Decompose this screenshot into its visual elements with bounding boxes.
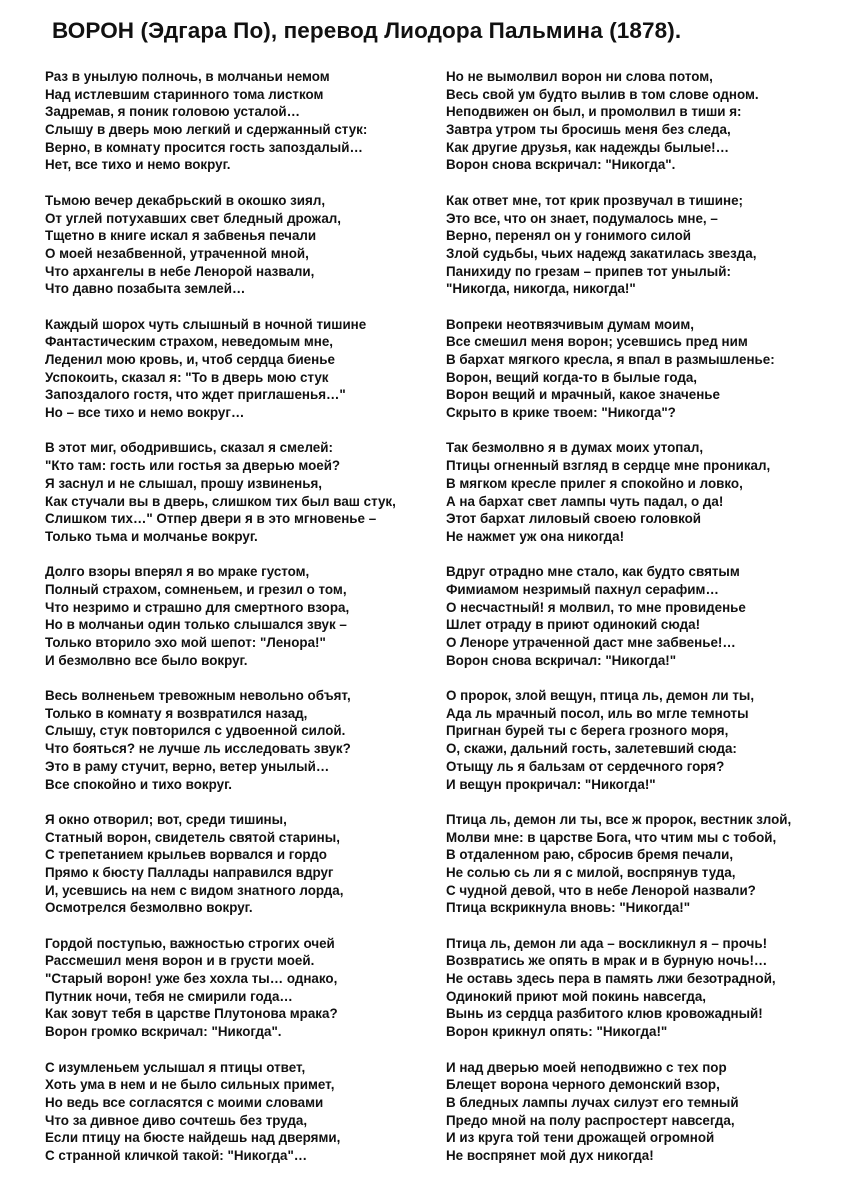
poem-line: О, скажи, дальний гость, залетевший сюда:: [446, 741, 737, 757]
stanza: [446, 1059, 841, 1165]
poem-line: Как стучали вы в дверь, слишком тих был ваш стук,: [45, 493, 396, 509]
poem-column-right: [446, 68, 841, 1182]
poem-line: Птицы огненный взгляд в сердце мне проникал,: [446, 458, 771, 474]
poem-line: Что бояться? не лучше ль исследовать звук?: [45, 741, 351, 757]
poem-line: Что незримо и страшно для смертного взора,: [45, 599, 350, 615]
poem-line: Рассмешил меня ворон и в грусти моей.: [45, 953, 315, 969]
poem-line: Фимиамом незримый пахнул серафим…: [446, 581, 719, 597]
poem-line: Долго взоры вперял я во мраке густом,: [45, 564, 310, 580]
poem-line: Вынь из сердца разбитого клюв кровожадный!: [446, 1006, 763, 1022]
poem-line: Этот бархат лиловый своею головкой: [446, 511, 702, 527]
poem-line: Только в комнату я возвратился назад,: [45, 705, 308, 721]
page-title: ВОРОН (Эдгара По), перевод Лиодора Пальмина (1878).: [52, 18, 682, 43]
poem-line: Птица ль, демон ли ты, все ж пророк, вестник злой,: [446, 811, 792, 827]
poem-line: Как ответ мне, тот крик прозвучал в тишине;: [446, 192, 743, 208]
poem-line: Каждый шорох чуть слышный в ночной тишине: [45, 316, 367, 332]
poem-line: Ворон крикнул опять: "Никогда!": [446, 1024, 668, 1040]
poem-line: Как другие друзья, как надежды былые!…: [446, 139, 730, 155]
poem-line: Но в молчаньи один только слышался звук –: [45, 617, 347, 633]
poem-line: Так безмолвно я в думах моих утопал,: [446, 440, 704, 456]
stanza: [45, 935, 440, 1041]
poem-line: Успокоить, сказал я: "То в дверь мою стук: [45, 369, 329, 385]
poem-line: Тьмою вечер декабрьский в окошко зиял,: [45, 192, 326, 208]
poem-line: В отдаленном раю, сбросив бремя печали,: [446, 847, 734, 863]
poem-line: Только вторило эхо мой шепот: "Ленора!": [45, 635, 326, 650]
poem-line: С трепетанием крыльев ворвался и гордо: [45, 847, 327, 863]
poem-line: "Старый ворон! уже без хохла ты… однако,: [45, 971, 338, 987]
poem-line: Полный страхом, сомненьем, и грезил о том,: [45, 581, 347, 597]
poem-line: Неподвижен он был, и промолвил в тиши я:: [446, 104, 742, 120]
stanza: [45, 687, 440, 793]
poem-line: Хоть ума в нем и не было сильных примет,: [45, 1077, 335, 1093]
poem-line: Но не вымолвил ворон ни слова потом,: [446, 69, 713, 84]
poem-line: Статный ворон, свидетель святой старины,: [45, 829, 340, 845]
poem-line: Тщетно в книге искал я забвенья печали: [45, 228, 317, 244]
poem-line: Что за дивное диво сочтешь без труда,: [45, 1112, 308, 1128]
poem-line: С странной кличкой такой: "Никогда"…: [45, 1147, 308, 1163]
poem-line: Это все, что он знает, подумалось мне, –: [446, 210, 718, 226]
poem-line: Что архангелы в небе Ленорой назвали,: [45, 263, 315, 279]
stanza: [45, 811, 440, 917]
poem-line: И безмолвно все было вокруг.: [45, 652, 248, 668]
poem-line: Верно, перенял он у гонимого силой: [446, 228, 691, 244]
poem-line: С чудной девой, что в небе Ленорой назвали?: [446, 882, 756, 898]
stanza: [45, 1059, 440, 1165]
poem-line: Завтра утром ты бросишь меня без следа,: [446, 122, 731, 138]
poem-line: И, усевшись на нем с видом знатного лорда,: [45, 882, 344, 898]
poem-line: Вдруг отрадно мне стало, как будто святым: [446, 564, 740, 580]
poem-line: Если птицу на бюсте найдешь над дверями,: [45, 1130, 341, 1146]
stanza: [446, 439, 841, 545]
poem-line: Ада ль мрачный посол, иль во мгле темноты: [446, 705, 749, 721]
stanza: [446, 811, 841, 917]
poem-line: Панихиду по грезам – припев тот унылый:: [446, 263, 731, 279]
poem-line: Ворон вещий и мрачный, какое значенье: [446, 387, 720, 403]
poem-line: Блещет ворона черного демонский взор,: [446, 1077, 720, 1093]
poem-line: Как зовут тебя в царстве Плутонова мрака?: [45, 1006, 338, 1022]
poem-line: Молви мне: в царстве Бога, что чтим мы с тобой,: [446, 829, 777, 845]
poem-line: О пророк, злой вещун, птица ль, демон ли ты,: [446, 688, 755, 704]
poem-line: Верно, в комнату просится гость запоздалый…: [45, 139, 363, 155]
poem-line: Весь свой ум будто вылив в том слове одном.: [446, 86, 759, 102]
poem-line: Гордой поступью, важностью строгих очей: [45, 935, 335, 951]
poem-line: Раз в унылую полночь, в молчаньи немом: [45, 69, 330, 84]
poem-line: О моей незабвенной, утраченной мной,: [45, 245, 309, 261]
poem-line: Слишком тих…" Отпер двери я в это мгновенье –: [45, 511, 377, 527]
poem-line: И из круга той тени дрожащей огромной: [446, 1130, 715, 1146]
poem-line: Запоздалого гостя, что ждет приглашенья…": [45, 387, 346, 403]
stanza: [45, 192, 440, 298]
stanza: [446, 192, 841, 298]
stanza: [446, 563, 841, 669]
stanza: [45, 68, 440, 174]
poem-line: Птица ль, демон ли ада – воскликнул я – прочь!: [446, 935, 768, 951]
poem-line: И вещун прокричал: "Никогда!": [446, 776, 656, 792]
poem-line: В этот миг, ободрившись, сказал я смелей:: [45, 440, 333, 456]
stanza: [45, 439, 440, 545]
poem-line: Шлет отраду в приют одинокий сюда!: [446, 617, 701, 633]
poem-line: Предо мной на полу распростерт навсегда,: [446, 1112, 735, 1128]
poem-line: Не оставь здесь пера в память лжи безотрадной,: [446, 971, 776, 987]
poem-column-left: [45, 68, 440, 1182]
poem-line: Все смешил меня ворон; усевшись пред ним: [446, 334, 748, 350]
poem-line: Леденил мою кровь, и, чтоб сердца биенье: [45, 352, 335, 367]
poem-line: О несчастный! я молвил, то мне провиденье: [446, 599, 746, 615]
poem-line: Отыщу ль я бальзам от сердечного горя?: [446, 758, 725, 774]
poem-line: Но – все тихо и немо вокруг…: [45, 405, 245, 421]
poem-line: Злой судьбы, чьих надежд закатилась звезда,: [446, 245, 757, 261]
poem-line: От углей потухавших свет бледный дрожал,: [45, 210, 341, 226]
poem-line: В бледных лампы лучах силуэт его темный: [446, 1094, 739, 1110]
poem-line: Только тьма и молчанье вокруг.: [45, 528, 258, 544]
poem-line: Это в раму стучит, верно, ветер унылый…: [45, 758, 330, 774]
poem-line: Что давно позабыта землей…: [45, 281, 246, 297]
poem-line: Не воспрянет мой дух никогда!: [446, 1147, 654, 1163]
poem-line: Скрыто в крике твоем: "Никогда"?: [446, 405, 676, 421]
poem-line: Все спокойно и тихо вокруг.: [45, 776, 233, 792]
poem-line: Слышу в дверь мою легкий и сдержанный стук:: [45, 122, 368, 138]
stanza: [45, 316, 440, 422]
poem-line: Не нажмет уж она никогда!: [446, 528, 625, 544]
poem-line: Весь волненьем тревожным невольно объят,: [45, 688, 351, 704]
poem-line: И над дверью моей неподвижно с тех пор: [446, 1059, 727, 1075]
poem-line: Птица вскрикнула вновь: "Никогда!": [446, 900, 691, 916]
poem-line: Не солью сь ли я с милой, воспрянув туда,: [446, 864, 736, 880]
poem-line: Возвратись же опять в мрак и в бурную ночь!…: [446, 953, 768, 969]
poem-line: А на бархат свет лампы чуть падал, о да!: [446, 493, 724, 509]
poem-line: Путник ночи, тебя не смирили года…: [45, 988, 293, 1004]
poem-line: Но ведь все согласятся с моими словами: [45, 1094, 324, 1110]
poem-line: О Леноре утраченной даст мне забвенье!…: [446, 635, 736, 650]
poem-line: Пригнан бурей ты с берега грозного моря,: [446, 723, 729, 739]
poem-line: Нет, все тихо и немо вокруг.: [45, 157, 231, 173]
poem-line: "Кто там: гость или гостья за дверью моей?: [45, 458, 341, 474]
poem-line: Фантастическим страхом, неведомым мне,: [45, 334, 334, 350]
poem-line: Задремав, я поник головою усталой…: [45, 104, 301, 120]
poem-line: "Никогда, никогда, никогда!": [446, 281, 636, 297]
poem-line: Ворон снова вскричал: "Никогда!": [446, 652, 677, 668]
poem-line: Одинокий приют мой покинь навсегда,: [446, 988, 707, 1004]
poem-line: Ворон снова вскричал: "Никогда".: [446, 157, 676, 173]
poem-line: Ворон громко вскричал: "Никогда".: [45, 1024, 282, 1040]
poem-line: Вопреки неотвязчивым думам моим,: [446, 316, 694, 332]
poem-line: В бархат мягкого кресла, я впал в размышленье:: [446, 352, 775, 367]
stanza: [446, 935, 841, 1041]
poem-line: Прямо к бюсту Паллады направился вдруг: [45, 864, 334, 880]
poem-line: Ворон, вещий когда-то в былые года,: [446, 369, 698, 385]
poem-line: Осмотрелся безмолвно вокруг.: [45, 900, 253, 916]
poem-line: В мягком кресле прилег я спокойно и ловко,: [446, 475, 743, 491]
poem-line: С изумленьем услышал я птицы ответ,: [45, 1059, 306, 1075]
stanza: [446, 687, 841, 793]
stanza: [446, 316, 841, 422]
stanza: [45, 563, 440, 669]
stanza: [446, 68, 841, 174]
poem-line: Я окно отворил; вот, среди тишины,: [45, 811, 287, 827]
poem-line: Над истлевшим старинного тома листком: [45, 86, 324, 102]
poem-line: Слышу, стук повторился с удвоенной силой.: [45, 723, 346, 739]
poem-line: Я заснул и не слышал, прошу извиненья,: [45, 475, 322, 491]
